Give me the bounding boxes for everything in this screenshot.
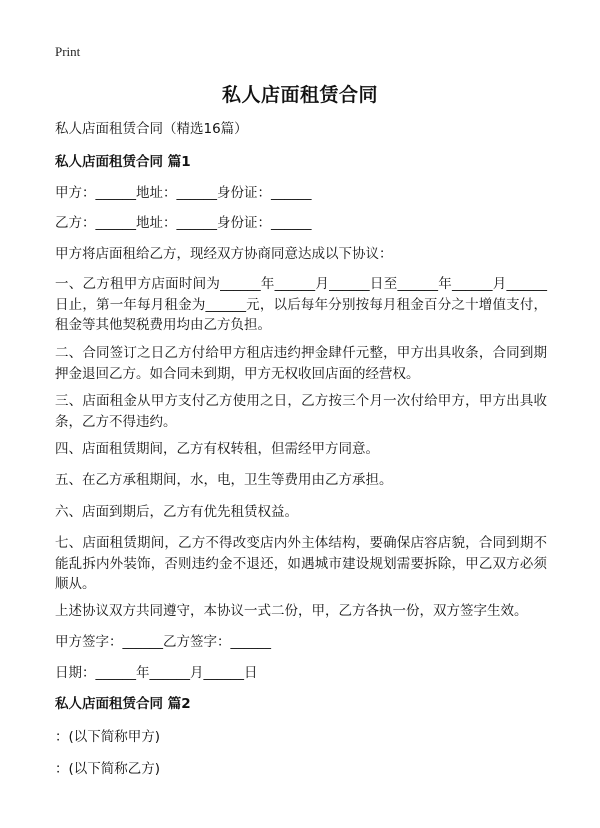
agreement-intro: 甲方将店面租给乙方，现经双方协商同意达成以下协议：	[55, 246, 393, 262]
signature-line: 甲方签字：______乙方签字：______	[55, 634, 271, 650]
clause-2: 二、合同签订之日乙方付给甲方租店违约押金肆仟元整，甲方出具收条，合同到期押金退回乙方。如合同未到期，甲方无权收回店面的经营权。	[55, 345, 547, 382]
party-a-abbrev: ：(以下简称甲方)	[55, 729, 161, 745]
document-subtitle: 私人店面租赁合同（精选16篇）	[55, 121, 248, 137]
section-heading-2: 私人店面租赁合同 篇2	[55, 696, 191, 712]
print-link[interactable]: Print	[55, 44, 81, 59]
party-b-line: 乙方：______地址：______身份证：______	[55, 215, 312, 231]
clause-7: 七、店面租赁期间，乙方不得改变店内外主体结构，要确保店容店貌，合同到期不能乱拆内外装饰，否则违约金不退还，如遇城市建设规划需要拆除，甲乙双方必须顺从。	[55, 535, 547, 592]
date-line: 日期：______年______月______日	[55, 665, 258, 681]
section-heading-1: 私人店面租赁合同 篇1	[55, 154, 191, 170]
clause-4: 四、店面租赁期间，乙方有权转租，但需经甲方同意。	[55, 441, 379, 457]
clause-5: 五、在乙方承租期间，水，电，卫生等费用由乙方承担。	[55, 472, 393, 488]
clause-6: 六、店面到期后，乙方有优先租赁权益。	[55, 504, 298, 520]
party-b-abbrev: ：(以下简称乙方)	[55, 761, 161, 777]
clause-3: 三、店面租金从甲方支付乙方使用之日，乙方按三个月一次付给甲方，甲方出具收条，乙方不得违约。	[55, 393, 547, 430]
clause-1: 一、乙方租甲方店面时间为______年______月______日至______年______月______日止，第一年每月租金为______元，以后每年分别按每月租金百分之十增值支付，租金等其他契税费用均由乙方负担。	[55, 276, 547, 333]
party-a-line: 甲方：______地址：______身份证：______	[55, 185, 312, 201]
document-title: 私人店面租赁合同	[221, 84, 378, 106]
closing-statement: 上述协议双方共同遵守，本协议一式二份，甲，乙方各执一份，双方签字生效。	[55, 603, 528, 619]
